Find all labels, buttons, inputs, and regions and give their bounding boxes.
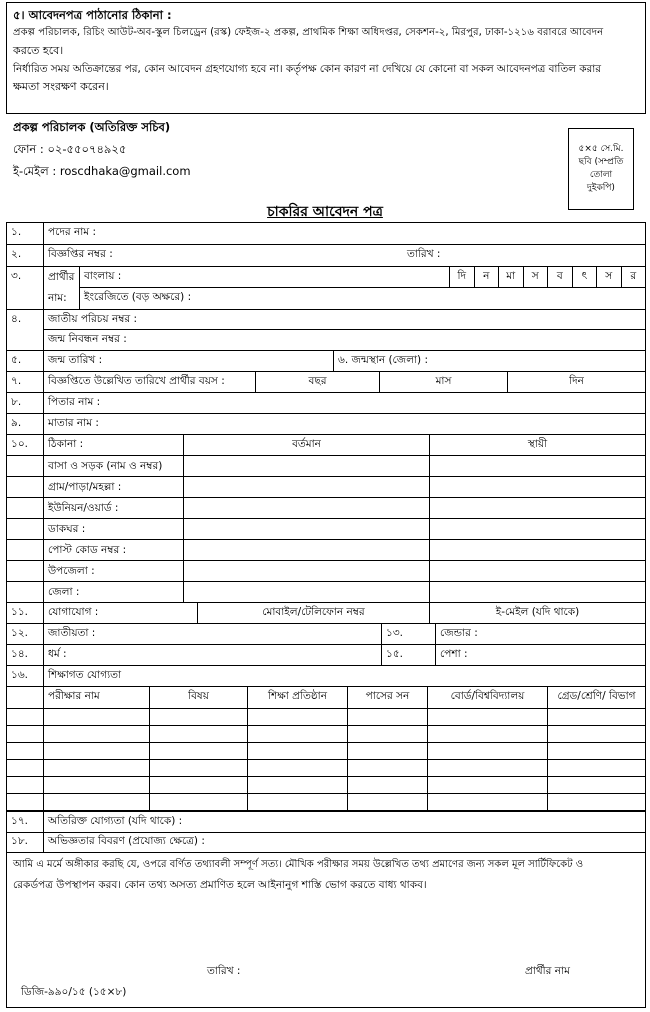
notice-line: করতে হবে। xyxy=(13,44,64,57)
applicant-name-signature-label: প্রার্থীর নাম xyxy=(525,965,570,977)
present-address-input[interactable] xyxy=(183,561,429,581)
education-cell[interactable] xyxy=(427,726,547,742)
date-box[interactable]: দি xyxy=(449,267,474,288)
date-box[interactable]: মা xyxy=(498,267,523,288)
row-religion xyxy=(7,645,645,666)
education-cell[interactable] xyxy=(347,777,427,793)
permanent-address-input[interactable] xyxy=(429,498,645,518)
education-row xyxy=(7,709,645,726)
education-cell[interactable] xyxy=(247,743,347,759)
date-signature-label: তারিখ : xyxy=(207,965,241,977)
education-cell[interactable] xyxy=(347,709,427,725)
education-cell[interactable] xyxy=(347,794,427,810)
education-column-header: শিক্ষা প্রতিষ্ঠান xyxy=(247,687,347,708)
present-address-input[interactable] xyxy=(183,519,429,539)
education-cell[interactable] xyxy=(347,726,427,742)
name-english-field[interactable]: ইংরেজিতে (বড় অক্ষরে) : xyxy=(79,288,645,309)
education-cell[interactable] xyxy=(247,709,347,725)
education-cell[interactable] xyxy=(43,709,149,725)
address-field-label: ইউনিয়ন/ওয়ার্ড : xyxy=(43,498,183,518)
education-cell[interactable] xyxy=(149,726,247,742)
education-cell[interactable] xyxy=(43,760,149,776)
row-number: ১৫. xyxy=(381,645,435,665)
photo-text: তোলা xyxy=(589,170,613,180)
education-cell[interactable] xyxy=(347,743,427,759)
row-age xyxy=(7,372,645,393)
applicant-label-text: প্রার্থীর xyxy=(48,271,75,283)
date-box[interactable]: ৎ xyxy=(572,267,597,288)
education-cell[interactable] xyxy=(43,777,149,793)
application-form xyxy=(6,222,646,1008)
phone-number: ফোন : ০২-৫৫০৭৪৯২৫ xyxy=(13,142,127,156)
form-title: চাকরির আবেদন পত্র xyxy=(267,204,383,220)
row-number: ১০. xyxy=(11,438,28,450)
permanent-address-header: স্থায়ী xyxy=(429,435,645,455)
address-field-label: উপজেলা : xyxy=(43,561,183,581)
director-title: প্রকল্প পরিচালক (অতিরিক্ত সচিব) xyxy=(13,120,171,134)
row-address-header xyxy=(7,435,645,456)
photo-text: ৫×৫ সে.মি. xyxy=(578,144,624,154)
contact-label: যোগাযোগ : xyxy=(43,603,197,623)
row-number: ১১. xyxy=(11,606,28,618)
address-row xyxy=(7,498,645,519)
address-label: ঠিকানা : xyxy=(43,435,183,455)
address-row xyxy=(7,456,645,477)
row-mother xyxy=(7,414,645,435)
education-row xyxy=(7,743,645,760)
applicant-label xyxy=(43,267,79,309)
photo-placeholder xyxy=(568,128,634,210)
declaration xyxy=(7,853,645,897)
date-box[interactable]: ব xyxy=(547,267,572,288)
age-month-field[interactable]: মাস xyxy=(379,372,507,392)
birthplace-field[interactable]: ৬. জন্মস্থান (জেলা) : xyxy=(333,351,645,371)
education-row xyxy=(7,726,645,743)
education-column-header: পাসের সন xyxy=(347,687,427,708)
row-number: ৫. xyxy=(11,354,22,366)
education-cell[interactable] xyxy=(43,743,149,759)
education-cell[interactable] xyxy=(547,726,645,742)
education-column-header: পরীক্ষার নাম xyxy=(43,687,149,708)
education-cell[interactable] xyxy=(347,760,427,776)
mobile-field[interactable]: মোবাইল/টেলিফোন নম্বর xyxy=(197,603,429,623)
address-row xyxy=(7,561,645,582)
education-cell[interactable] xyxy=(547,743,645,759)
permanent-address-input[interactable] xyxy=(429,456,645,476)
name-bangla-field[interactable]: বাংলায় : xyxy=(79,267,645,288)
education-cell[interactable] xyxy=(247,794,347,810)
notice-line: ক্ষমতা সংরক্ষণ করেন। xyxy=(13,80,109,93)
education-cell[interactable] xyxy=(149,760,247,776)
education-cell[interactable] xyxy=(427,709,547,725)
nid-field[interactable]: জাতীয় পরিচয় নম্বর : xyxy=(43,310,645,330)
permanent-address-input[interactable] xyxy=(429,561,645,581)
education-cell[interactable] xyxy=(247,726,347,742)
row-number: ৩. xyxy=(11,270,22,282)
date-label: তারিখ : xyxy=(407,248,441,260)
present-address-input[interactable] xyxy=(183,456,429,476)
education-cell[interactable] xyxy=(427,760,547,776)
row-number: ৮. xyxy=(11,396,22,408)
date-box[interactable]: স xyxy=(596,267,621,288)
address-notice-box xyxy=(6,2,646,114)
row-education-title xyxy=(7,666,645,687)
education-cell[interactable] xyxy=(547,794,645,810)
present-address-input[interactable] xyxy=(183,582,429,602)
education-column-header: বোর্ড/বিশ্ববিদ্যালয় xyxy=(427,687,547,708)
row-number: ১৭. xyxy=(11,815,28,827)
row-id-numbers xyxy=(7,310,645,351)
present-address-input[interactable] xyxy=(183,540,429,560)
education-cell[interactable] xyxy=(43,794,149,810)
application-page xyxy=(3,2,647,1008)
address-field-label: পোস্ট কোড নম্বর : xyxy=(43,540,183,560)
row-nationality xyxy=(7,624,645,645)
father-name-field[interactable]: পিতার নাম : xyxy=(43,393,645,413)
email-address: ই-মেইল : roscdhaka@gmail.com xyxy=(13,164,191,178)
education-cell[interactable] xyxy=(427,777,547,793)
age-label: বিজ্ঞপ্তিতে উল্লেখিত তারিখে প্রার্থীর বয়স : xyxy=(43,372,255,392)
post-name-field[interactable]: পদের নাম : xyxy=(43,223,645,244)
education-cell[interactable] xyxy=(149,709,247,725)
experience-field[interactable]: অভিজ্ঞতার বিবরণ (প্রযোজ্য ক্ষেত্রে) : xyxy=(43,832,645,852)
row-number: ৪. xyxy=(11,313,22,325)
education-cell[interactable] xyxy=(547,760,645,776)
gender-field[interactable]: জেন্ডার : xyxy=(435,624,645,644)
education-cell[interactable] xyxy=(149,743,247,759)
occupation-field[interactable]: পেশা : xyxy=(435,645,645,665)
notice-line: নির্ধারিত সময় অতিক্রান্তের পর, কোন আবেদন গ্রহণযোগ্য হবে না। কর্তৃপক্ষ কোন কারণ না দেখিয়ে যে কোনো বা সকল আবেদনপত্র বাতিল করার xyxy=(13,63,601,75)
religion-field[interactable]: ধর্ম : xyxy=(43,645,381,665)
education-header-row xyxy=(7,687,645,709)
row-number: ১৪. xyxy=(11,648,28,660)
education-row xyxy=(7,777,645,794)
row-post-name xyxy=(7,223,645,245)
address-row xyxy=(7,477,645,498)
footer-code: ডিজি-৯৯০/১৫ (১৫×৮) xyxy=(21,986,127,998)
age-day-field[interactable]: দিন xyxy=(507,372,645,392)
circular-number-field[interactable]: বিজ্ঞপ্তির নম্বর : xyxy=(43,245,403,266)
education-cell[interactable] xyxy=(247,760,347,776)
education-cell[interactable] xyxy=(149,777,247,793)
extra-qualification-field[interactable]: অতিরিক্ত যোগ্যতা (যদি থাকে) : xyxy=(43,812,645,832)
mother-name-field[interactable]: মাতার নাম : xyxy=(43,414,645,434)
education-label: শিক্ষাগত যোগ্যতা xyxy=(43,666,645,686)
address-row xyxy=(7,582,645,603)
education-column-header: গ্রেড/শ্রেণি/ বিভাগ xyxy=(547,687,645,708)
education-cell[interactable] xyxy=(247,777,347,793)
contact-block xyxy=(13,116,433,182)
permanent-address-input[interactable] xyxy=(429,519,645,539)
date-box[interactable]: র xyxy=(621,267,646,288)
age-year-field[interactable]: বছর xyxy=(255,372,379,392)
address-row xyxy=(7,519,645,540)
declaration-line: আমি এ মর্মে অঙ্গীকার করছি যে, ওপরে বর্ণিত তথ্যাবলী সম্পূর্ণ সত্য। মৌখিক পরীক্ষার সময় উল্লেখিত তথ্য প্রমাণের জন্য সকল মূল সার্টিফিকেট ও xyxy=(13,859,584,870)
row-extra-qualification xyxy=(7,811,645,833)
education-cell[interactable] xyxy=(149,794,247,810)
applicant-label-text: নাম: xyxy=(48,292,67,304)
education-column-header: বিষয় xyxy=(149,687,247,708)
date-box[interactable]: ন xyxy=(474,267,499,288)
education-row xyxy=(7,760,645,777)
nationality-field[interactable]: জাতীয়তা : xyxy=(43,624,381,644)
education-row xyxy=(7,794,645,811)
row-applicant-name xyxy=(7,267,645,310)
row-father xyxy=(7,393,645,414)
email-field[interactable]: ই-মেইল (যদি থাকে) xyxy=(429,603,645,623)
education-cell[interactable] xyxy=(43,726,149,742)
permanent-address-input[interactable] xyxy=(429,582,645,602)
education-cell[interactable] xyxy=(427,794,547,810)
permanent-address-input[interactable] xyxy=(429,477,645,497)
section-5-heading: ৫। আবেদনপত্র পাঠানোর ঠিকানা : xyxy=(13,8,172,22)
row-number: ১৬. xyxy=(11,669,28,681)
photo-text: দুইকপি) xyxy=(587,183,615,193)
row-number: ৯. xyxy=(11,417,22,429)
present-address-input[interactable] xyxy=(183,498,429,518)
address-field-label: বাসা ও সড়ক (নাম ও নম্বর) xyxy=(43,456,183,476)
row-experience xyxy=(7,832,645,853)
dob-field[interactable]: জন্ম তারিখ : xyxy=(43,351,333,371)
address-field-label: গ্রাম/পাড়া/মহল্লা : xyxy=(43,477,183,497)
row-contact xyxy=(7,603,645,624)
row-number: ১২. xyxy=(11,627,28,639)
signature-row xyxy=(7,964,645,984)
row-number: ১. xyxy=(11,226,22,238)
row-number: ২. xyxy=(11,248,22,260)
address-row xyxy=(7,540,645,561)
row-number: ১৩. xyxy=(381,624,435,644)
present-address-header: বর্তমান xyxy=(183,435,429,455)
address-field-label: ডাকঘর : xyxy=(43,519,183,539)
notice-line: প্রকল্প পরিচালক, রিচিং আউট-অব-স্কুল চিলড্রেন (রস্ক) ফেইজ-২ প্রকল্প, প্রাথমিক শিক্ষা অধিদপ্তর, সেকশন-২, মিরপুর, ঢাকা-১২১৬ বরাবরে আবেদন xyxy=(13,27,604,38)
education-cell[interactable] xyxy=(547,777,645,793)
declaration-line: রেকর্ডপত্র উপস্থাপন করব। কোন তথ্য অসত্য প্রমাণিত হলে আইনানুগ শাস্তি ভোগ করতে বাধ্য থাকব। xyxy=(13,879,427,891)
present-address-input[interactable] xyxy=(183,477,429,497)
address-field-label: জেলা : xyxy=(43,582,183,602)
birth-reg-field[interactable]: জন্ম নিবন্ধন নম্বর : xyxy=(43,330,645,350)
education-cell[interactable] xyxy=(547,709,645,725)
photo-text: ছবি (সম্প্রতি xyxy=(578,157,624,167)
row-number: ১৮. xyxy=(11,835,28,847)
row-number: ৭. xyxy=(11,375,22,387)
row-birth xyxy=(7,351,645,372)
date-box[interactable]: স xyxy=(523,267,548,288)
education-cell[interactable] xyxy=(427,743,547,759)
permanent-address-input[interactable] xyxy=(429,540,645,560)
